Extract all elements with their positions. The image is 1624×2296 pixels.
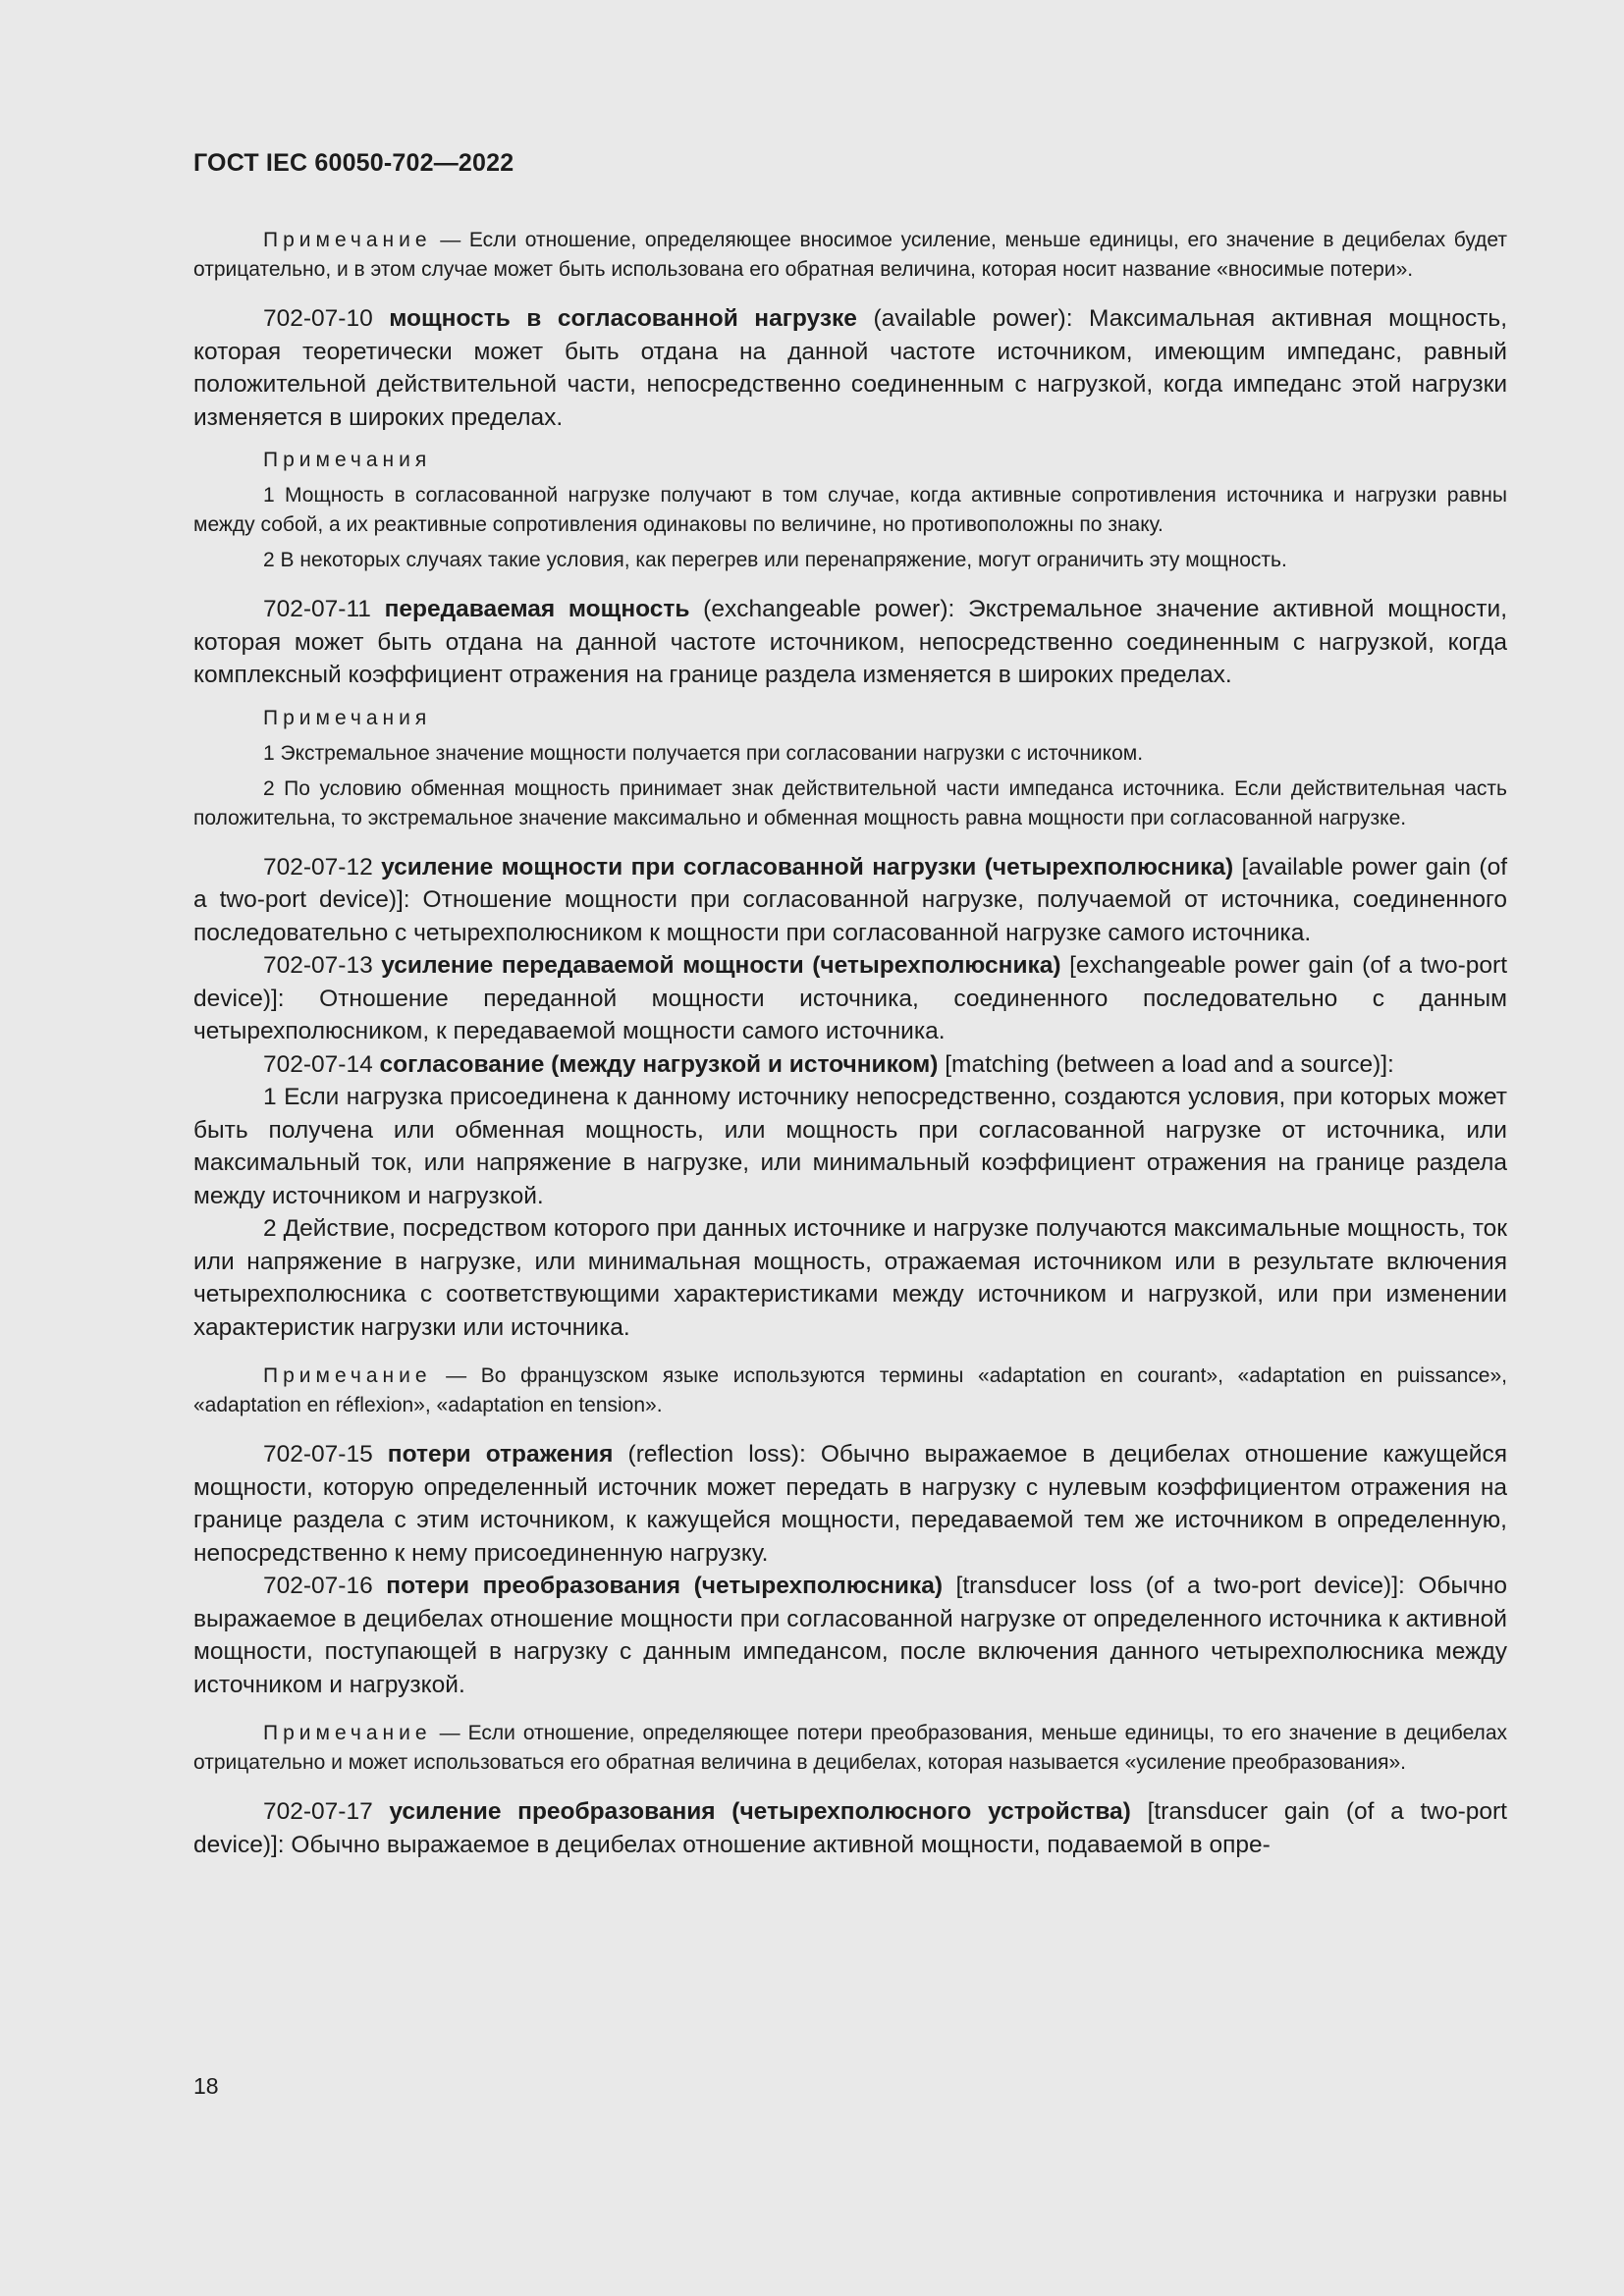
term-definition: (exchangeable power): Экстремальное значение активной мощности, которая может быть отдана на данной частоте источником, непосредственно соединенным с нагрузкой, когда комплексный коэффициент отражения на границе раздела изменяется в широких пределах. [193,596,1507,688]
term-definition: [exchangeable power gain (of a two-port device)]: Отношение переданной мощности источника, соединенного последовательно с данным четырехполюсником, к передаваемой мощности самого источника. [193,952,1507,1044]
term-definition: [transducer gain (of a two-port device)]: Обычно выражаемое в децибелах отношение активной мощности, подаваемой в опре- [193,1798,1507,1858]
term-entry-702-07-14 [193,1048,1507,1082]
page-content [193,226,1507,1861]
term-definition: [available power gain (of a two-port device)]: Отношение мощности при согласованной нагрузке, получаемой от источника, соединенного последовательно с четырехполюсником к мощности при согласованной нагрузке самого источника. [193,853,1508,946]
page-number: 18 [193,2073,219,2099]
definition-item: 2 Действие, посредством которого при данных источнике и нагрузке получаются максимальные мощность, ток или напряжение в нагрузке, или минимальная мощность, отражаемая источником или в результате включения четырехполюсника с соответствующими характеристиками между источником и нагрузкой, или при изменении характеристик нагрузки или источника. [193,1215,1507,1341]
term-definition: (reflection loss): Обычно выражаемое в децибелах отношение кажущейся мощности, которую определенный источник может передать в нагрузку с нулевым коэффициентом отражения на границе раздела с этим источником, к кажущейся мощности, передаваемой тем же источником в определенную, непосредственно к нему присоединенную нагрузку. [193,1441,1507,1567]
term-number: 702-07-14 [263,1050,380,1078]
note-item: 2 В некоторых случаях такие условия, как перегрев или перенапряжение, могут ограничить эту мощность. [263,549,1287,571]
definition-item: 1 Если нагрузка присоединена к данному источнику непосредственно, создаются условия, при которых может быть получена или обменная мощность, или мощность при согласованной нагрузке от источника, или максимальный ток, или напряжение в нагрузке, или минимальный коэффициент отражения на границе раздела между источником и нагрузкой. [193,1084,1507,1209]
note-label: Примечание [263,1364,432,1387]
term-entry-702-07-16 [193,1570,1507,1701]
note-label: Примечание [263,229,432,251]
term-entry-702-07-10 [193,302,1507,434]
note-block [193,1719,1507,1778]
term-number: 702-07-10 [263,305,390,332]
term-definition: (available power): Максимальная активная мощность, которая теоретически может быть отдана на данной частоте источником, имеющим импеданс, равный положительной действительной части, непосредственно соединенным с нагрузкой, когда импеданс этой нагрузки изменяется в широких пределах. [193,305,1507,431]
term-definition: [transducer loss (of a two-port device)]: Обычно выражаемое в децибелах отношение мощности при согласованной нагрузке от определенного источника к активной мощности, поступающей в нагрузку с данным импедансом, после включения данного четырехполюсника между источником и нагрузкой. [193,1573,1507,1698]
note-block [193,226,1507,285]
page-header: ГОСТ IEC 60050-702—2022 [193,149,514,177]
note-text: — Если отношение, определяющее потери преобразования, меньше единицы, то его значение в децибелах отрицательно и может использоваться его обратная величина в децибелах, которая называется «усиление преобразования». [193,1722,1507,1774]
note-block [193,1362,1507,1420]
note-label: Примечание [263,1722,432,1744]
note-text: — Если отношение, определяющее вносимое усиление, меньше единицы, его значение в децибелах будет отрицательно, и в этом случае может быть использована его обратная величина, которая носит название «вносимые потери». [193,229,1507,281]
notes-heading: Примечания [263,706,432,729]
term-name: согласование (между нагрузкой и источником) [379,1050,939,1078]
notes-heading: Примечания [263,449,432,471]
term-name: потери преобразования (четырехполюсника) [386,1573,943,1599]
note-item: 2 По условию обменная мощность принимает знак действительной части импеданса источника. Если действительная часть положительна, то экстремальное значение максимально и обменная мощность равна мощности при согласованной нагрузке. [193,776,1507,829]
term-entry-702-07-11 [193,593,1507,692]
term-definition: [matching (between a load and a source)]: [938,1050,1394,1078]
term-entry-702-07-15 [193,1438,1507,1570]
document-page [193,0,1507,2296]
term-number: 702-07-12 [263,853,382,881]
term-name: потери отражения [387,1441,614,1468]
note-item: 1 Экстремальное значение мощности получается при согласовании нагрузки с источником. [263,741,1144,765]
term-name: усиление передаваемой мощности (четырехполюсника) [381,952,1061,979]
term-entry-702-07-12 [193,851,1507,950]
term-number: 702-07-17 [263,1798,390,1825]
term-name: передаваемая мощность [384,596,690,622]
note-text: — Во французском языке используются термины «adaptation en courant», «adaptation en puissance», «adaptation en réflexion», «adaptation en tension». [193,1364,1507,1416]
term-number: 702-07-16 [263,1573,387,1599]
term-entry-702-07-13 [193,949,1507,1048]
term-name: мощность в согласованной нагрузке [389,305,857,332]
term-number: 702-07-15 [263,1441,388,1468]
term-name: усиление мощности при согласованной нагрузки (четырехполюсника) [381,853,1234,881]
term-number: 702-07-11 [263,596,385,622]
term-name: усиление преобразования (четырехполюсного устройства) [389,1798,1131,1825]
term-entry-702-07-17 [193,1795,1507,1861]
note-item: 1 Мощность в согласованной нагрузке получают в том случае, когда активные сопротивления источника и нагрузки равны между собой, а их реактивные сопротивления одинаковы по величине, но противоположны по знаку. [193,484,1507,536]
term-number: 702-07-13 [263,952,382,979]
